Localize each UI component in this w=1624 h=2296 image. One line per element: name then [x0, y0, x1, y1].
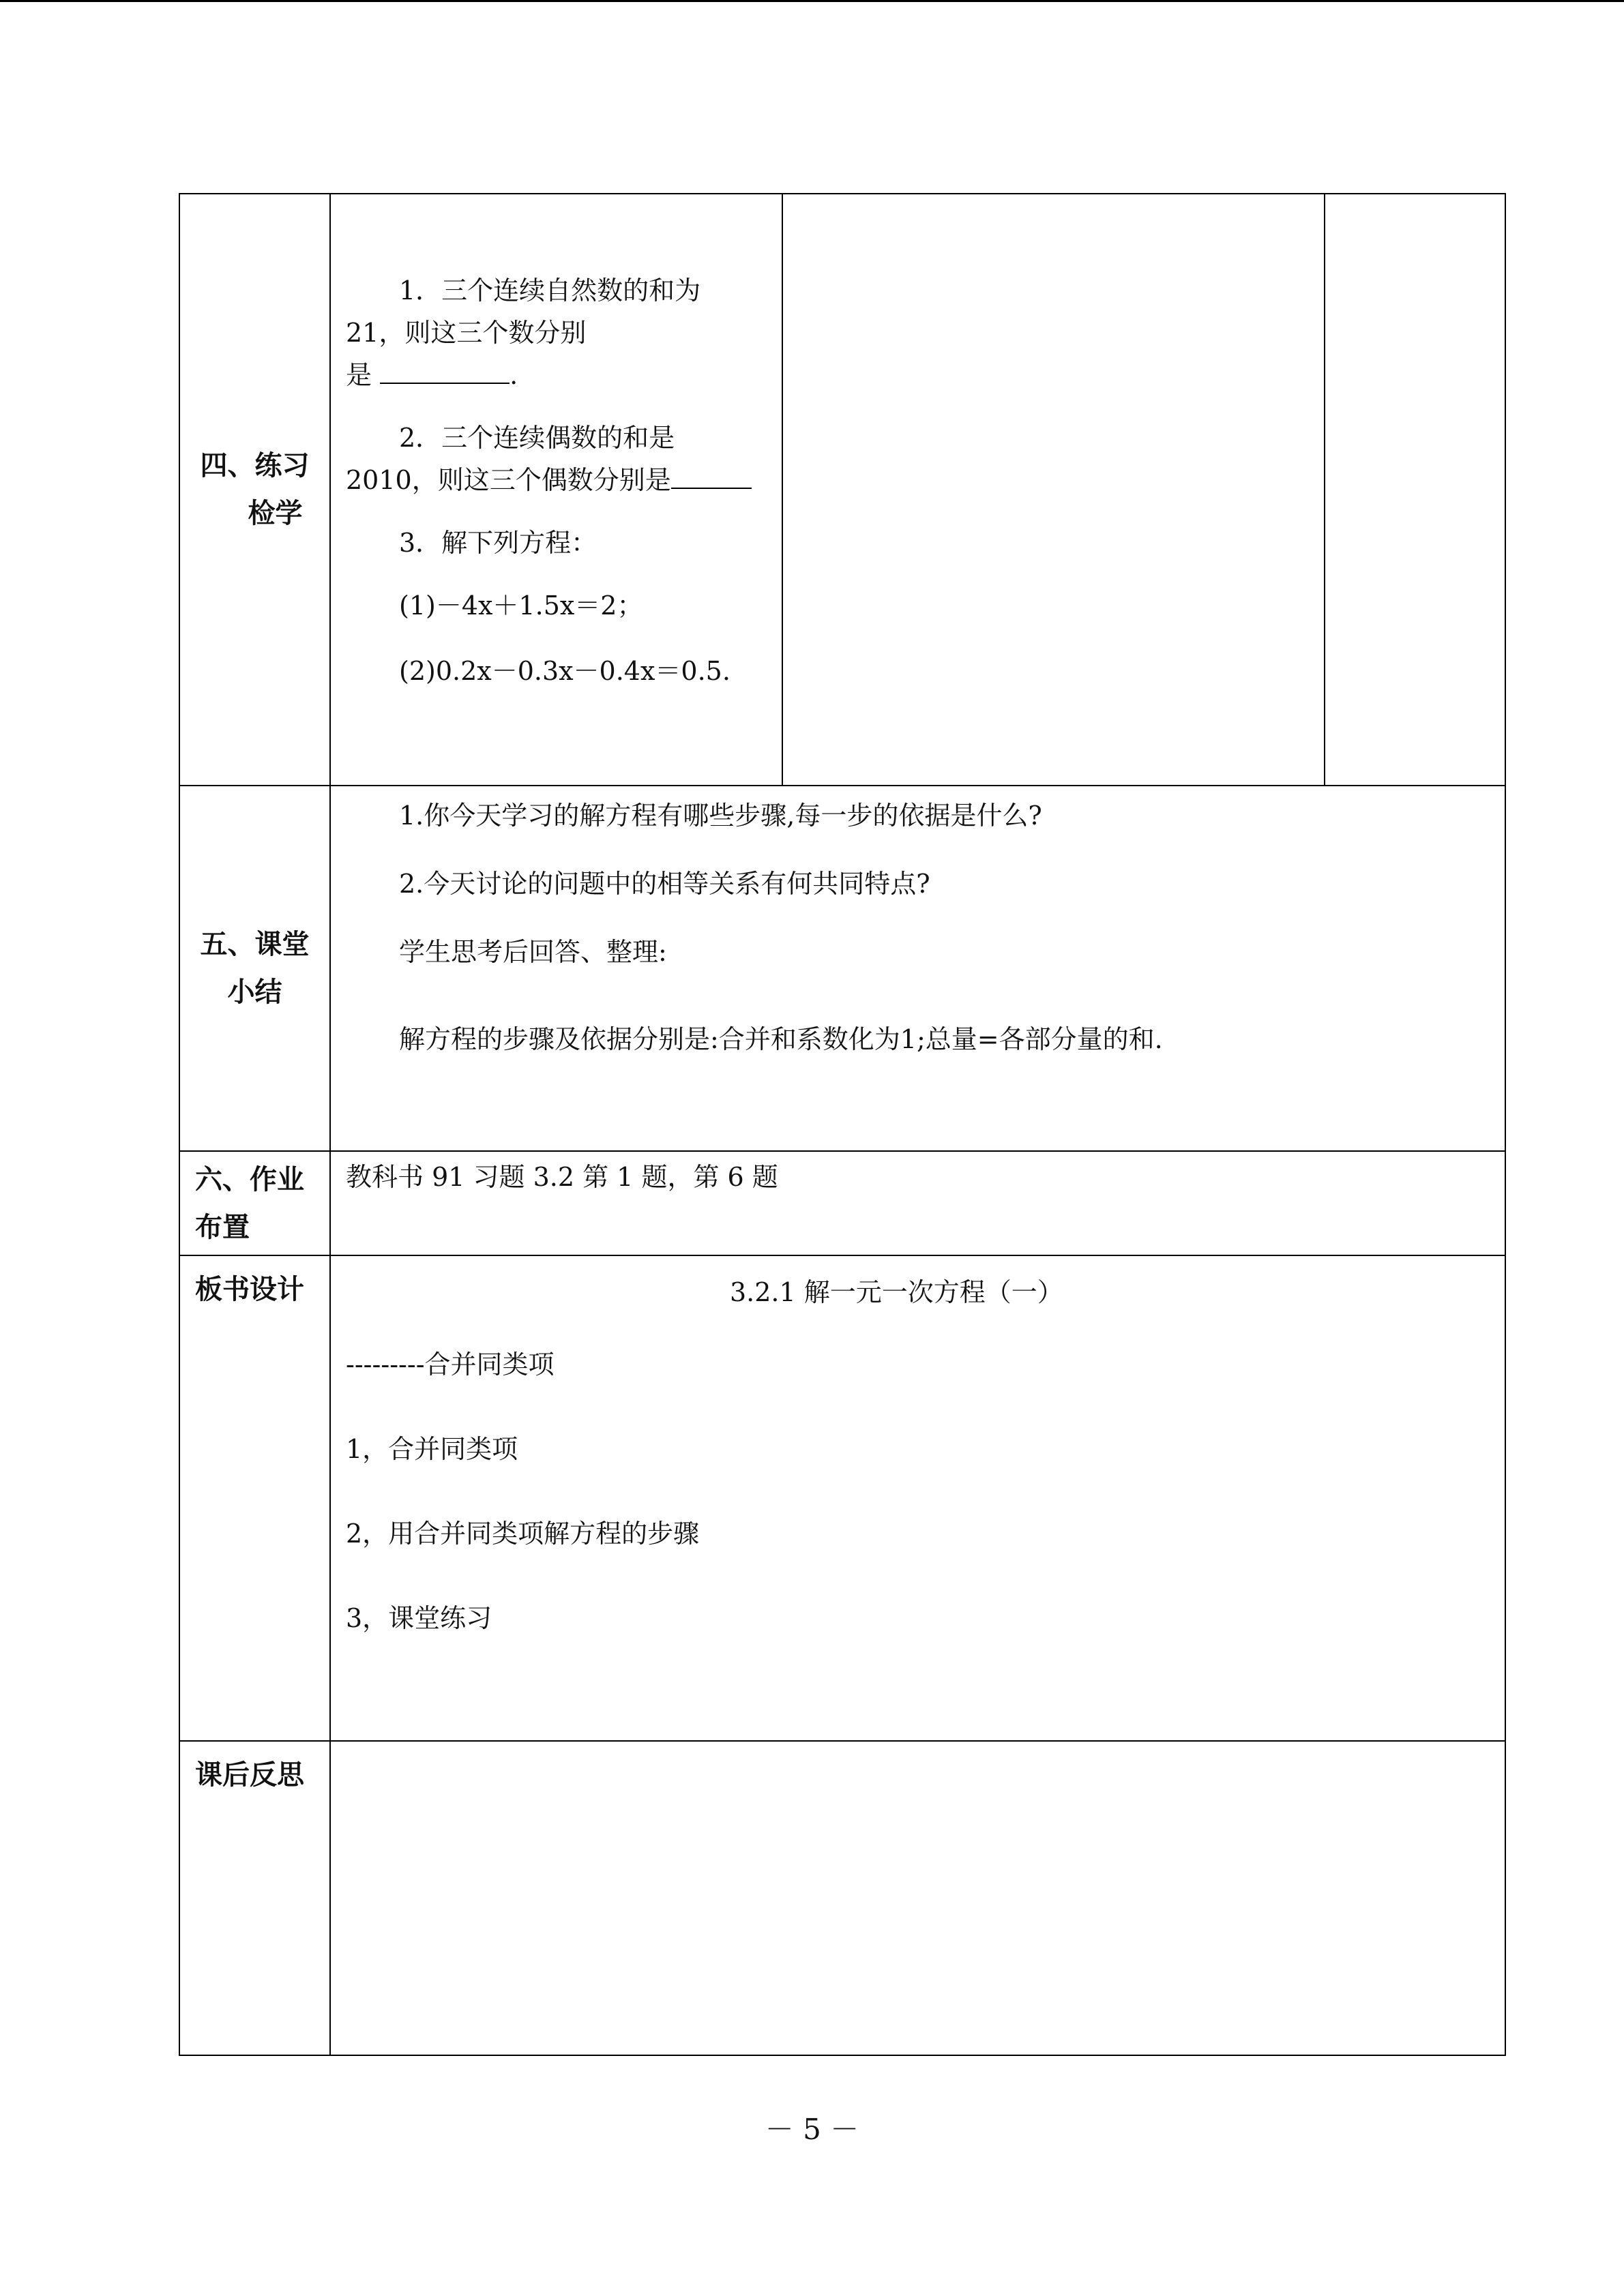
board-content — [330, 1255, 1505, 1741]
question-1-line1: 1．三个连续自然数的和为 — [399, 275, 701, 305]
summary-line-1: 1.你今天学习的解方程有哪些步骤,每一步的依据是什么? — [399, 801, 1042, 831]
answer-blank-2 — [671, 460, 752, 489]
board-line-2: 1，合并同类项 — [346, 1434, 518, 1464]
label-homework — [179, 1151, 330, 1255]
practice-blank-cell — [782, 194, 1325, 786]
row-reflection — [179, 1741, 1505, 2055]
homework-content — [330, 1151, 1505, 1255]
board-line-3: 2，用合并同类项解方程的步骤 — [346, 1519, 700, 1549]
equation-1: (1)－4x＋1.5x＝2； — [399, 591, 643, 621]
label-summary-line1: 五、课堂 — [200, 929, 310, 960]
row-homework — [179, 1151, 1505, 1255]
summary-content — [330, 786, 1505, 1151]
label-homework-line2: 布置 — [195, 1212, 250, 1243]
question-1-prefix: 是 — [346, 360, 381, 390]
question-1-line3 — [346, 354, 772, 396]
board-line-4: 3，课堂练习 — [346, 1603, 492, 1633]
board-line-1: ---------合并同类项 — [346, 1350, 555, 1380]
label-practice-line2: 检学 — [248, 498, 303, 529]
equation-2: (2)0.2x－0.3x－0.4x＝0.5. — [399, 656, 730, 686]
label-homework-line1: 六、作业 — [195, 1164, 304, 1195]
summary-line-4: 解方程的步骤及依据分别是:合并和系数化为1;总量=各部分量的和. — [399, 1024, 1163, 1054]
top-border-line — [0, 0, 1624, 2]
label-board-design: 板书设计 — [179, 1255, 330, 1741]
row-practice — [179, 194, 1505, 786]
question-1-suffix: . — [510, 360, 518, 390]
reflection-content — [330, 1741, 1505, 2055]
answer-blank-1 — [380, 355, 510, 384]
lesson-plan-table — [179, 193, 1506, 2056]
practice-content — [330, 194, 782, 786]
label-summary — [179, 786, 330, 1151]
row-summary — [179, 786, 1505, 1151]
label-practice-line1: 四、练习 — [200, 450, 310, 481]
board-title: 3.2.1 解一元一次方程（一） — [730, 1277, 1063, 1307]
label-summary-line2: 小结 — [227, 976, 282, 1008]
practice-blank-cell-narrow — [1325, 194, 1505, 786]
question-1-line2: 21，则这三个数分别 — [346, 318, 587, 348]
question-2-line1: 2．三个连续偶数的和是 — [399, 423, 675, 453]
question-2-text: 2010，则这三个偶数分别是 — [346, 465, 671, 495]
summary-line-3: 学生思考后回答、整理: — [399, 937, 667, 967]
page-number: － 5 － — [765, 2113, 859, 2146]
row-board-design — [179, 1255, 1505, 1741]
label-practice — [179, 194, 330, 786]
question-3: 3．解下列方程： — [399, 528, 597, 558]
homework-text: 教科书 91 习题 3.2 第 1 题，第 6 题 — [346, 1162, 778, 1192]
question-2-line2 — [346, 459, 772, 501]
summary-line-2: 2.今天讨论的问题中的相等关系有何共同特点? — [399, 869, 930, 899]
label-reflection: 课后反思 — [179, 1741, 330, 2055]
